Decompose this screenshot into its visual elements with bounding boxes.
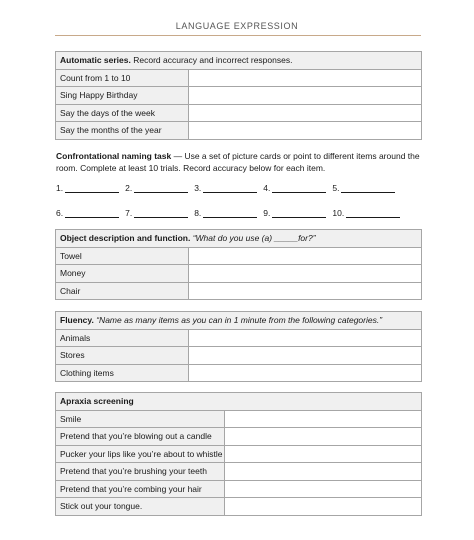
naming-blanks-row-2 (56, 208, 426, 218)
answer-blank[interactable] (272, 183, 326, 193)
blank-number: 5. (332, 183, 340, 193)
item-label: Pretend that you’re combing your hair (56, 480, 225, 498)
response-field[interactable] (225, 410, 422, 428)
object-description-heading: Object description and function. (60, 233, 191, 244)
response-field[interactable] (189, 122, 422, 140)
object-description-table (55, 229, 422, 300)
answer-blank[interactable] (65, 183, 119, 193)
apraxia-header (56, 393, 422, 411)
item-label: Count from 1 to 10 (56, 69, 189, 87)
table-row (56, 247, 422, 265)
response-field[interactable] (225, 428, 422, 446)
response-field[interactable] (189, 347, 422, 365)
item-label: Smile (56, 410, 225, 428)
naming-task-heading: Confrontational naming task (56, 151, 172, 161)
answer-blank[interactable] (134, 208, 188, 218)
item-label: Stores (56, 347, 189, 365)
automatic-series-instructions: Record accuracy and incorrect responses. (130, 55, 293, 66)
automatic-series-table (55, 51, 422, 140)
naming-task-instructions (56, 150, 424, 174)
page-title: LANGUAGE EXPRESSION (175, 21, 299, 31)
table-row (56, 122, 422, 140)
blank-number: 7. (125, 208, 133, 218)
table-row (56, 265, 422, 283)
answer-blank[interactable] (65, 208, 119, 218)
item-label: Sing Happy Birthday (56, 87, 189, 105)
fluency-heading: Fluency. (60, 315, 94, 326)
title-divider (55, 35, 421, 36)
apraxia-table (55, 392, 422, 516)
response-field[interactable] (225, 445, 422, 463)
item-label: Money (56, 265, 189, 283)
blank-number: 10. (332, 208, 345, 218)
blank-number: 2. (125, 183, 133, 193)
response-field[interactable] (189, 364, 422, 382)
automatic-series-heading: Automatic series. (60, 55, 131, 66)
table-row (56, 364, 422, 382)
table-row (56, 329, 422, 347)
table-row (56, 498, 422, 516)
table-row (56, 104, 422, 122)
item-label: Clothing items (56, 364, 189, 382)
item-label: Say the days of the week (56, 104, 189, 122)
answer-blank[interactable] (134, 183, 188, 193)
answer-blank[interactable] (203, 183, 257, 193)
response-field[interactable] (189, 329, 422, 347)
response-field[interactable] (225, 498, 422, 516)
table-row (56, 463, 422, 481)
response-field[interactable] (189, 247, 422, 265)
answer-blank[interactable] (346, 208, 400, 218)
table-row (56, 87, 422, 105)
response-field[interactable] (225, 480, 422, 498)
response-field[interactable] (189, 87, 422, 105)
blank-number: 4. (263, 183, 271, 193)
table-row (56, 410, 422, 428)
item-label: Say the months of the year (56, 122, 189, 140)
answer-blank[interactable] (272, 208, 326, 218)
blank-number: 1. (56, 183, 64, 193)
blank-number: 3. (194, 183, 202, 193)
table-row (56, 428, 422, 446)
table-row (56, 445, 422, 463)
blank-number: 9. (263, 208, 271, 218)
response-field[interactable] (189, 265, 422, 283)
table-row (56, 282, 422, 300)
item-label: Towel (56, 247, 189, 265)
fluency-header (56, 312, 422, 330)
blank-number: 6. (56, 208, 64, 218)
apraxia-heading: Apraxia screening (60, 396, 134, 407)
table-row (56, 347, 422, 365)
table-row (56, 480, 422, 498)
automatic-series-header (56, 52, 422, 70)
response-field[interactable] (189, 69, 422, 87)
answer-blank[interactable] (203, 208, 257, 218)
response-field[interactable] (189, 282, 422, 300)
object-description-header (56, 230, 422, 248)
item-label: Pucker your lips like you’re about to whistle (56, 445, 225, 463)
item-label: Chair (56, 282, 189, 300)
item-label: Animals (56, 329, 189, 347)
item-label: Pretend that you’re blowing out a candle (56, 428, 225, 446)
fluency-prompt: “Name as many items as you can in 1 minute from the following categories.” (93, 315, 383, 326)
response-field[interactable] (225, 463, 422, 481)
fluency-table (55, 311, 422, 382)
object-description-prompt: “What do you use (a) _____for?” (190, 233, 316, 244)
naming-task-text: — Use a set of picture cards or point to different items around the room. Complete at least 10 trials. Record accuracy below for each item. (56, 151, 420, 173)
table-row (56, 69, 422, 87)
item-label: Stick out your tongue. (56, 498, 225, 516)
answer-blank[interactable] (341, 183, 395, 193)
response-field[interactable] (189, 104, 422, 122)
blank-number: 8. (194, 208, 202, 218)
naming-blanks-row-1 (56, 183, 426, 193)
item-label: Pretend that you’re brushing your teeth (56, 463, 225, 481)
